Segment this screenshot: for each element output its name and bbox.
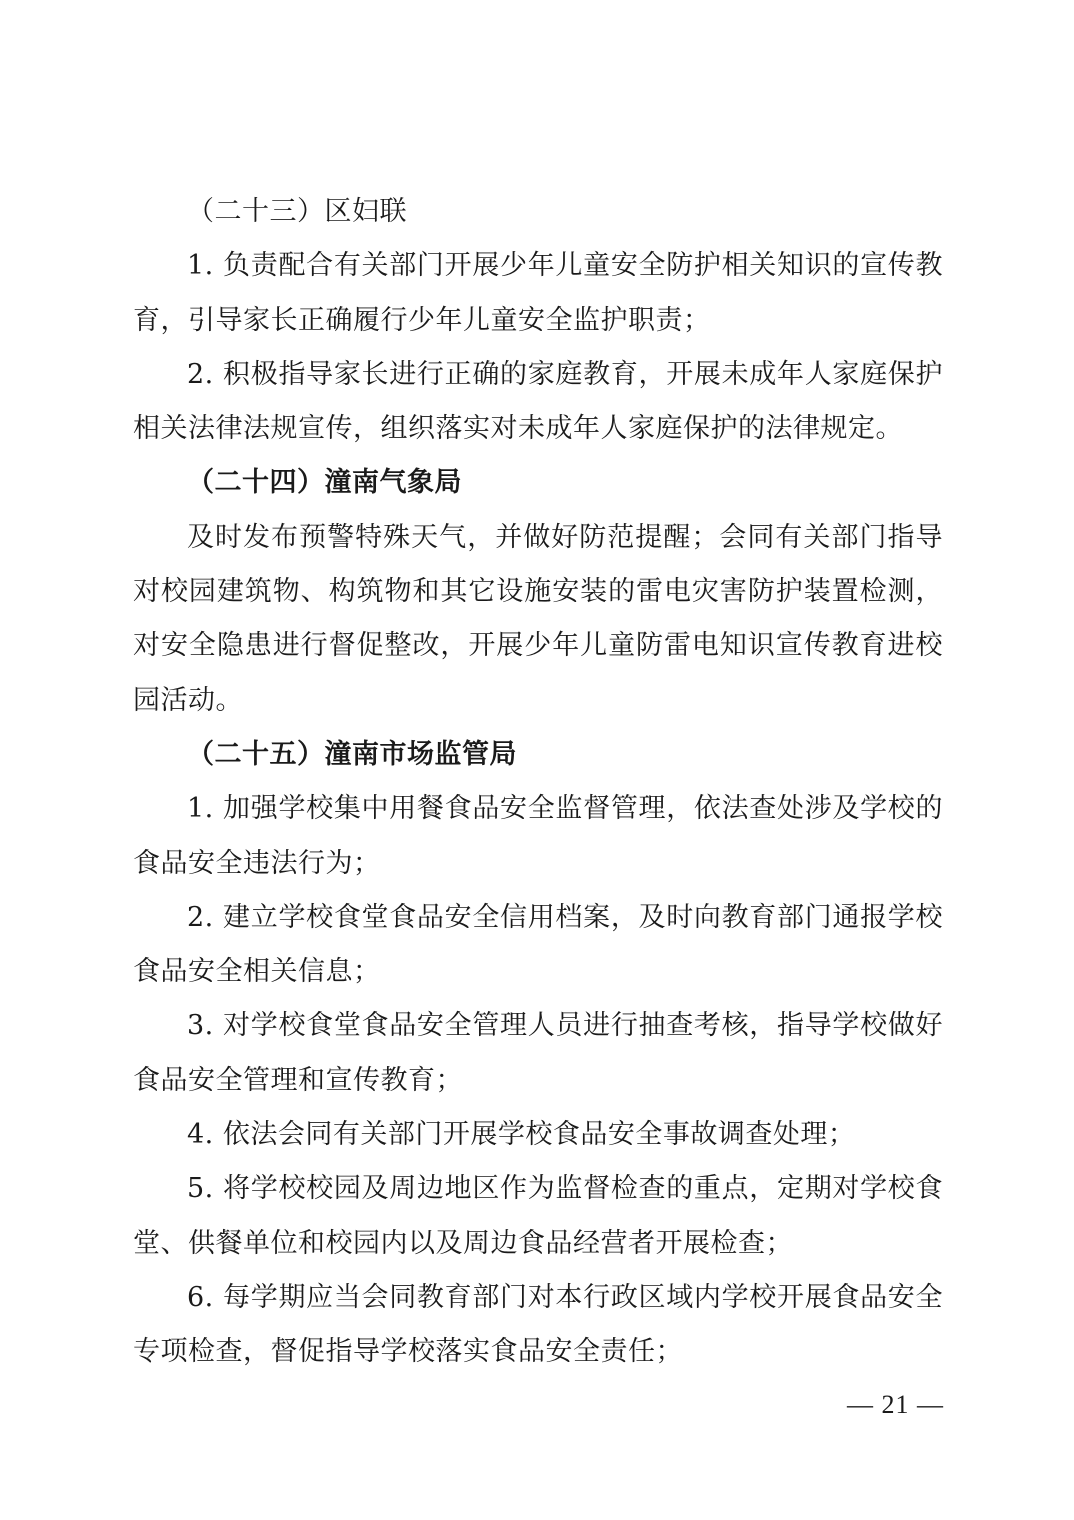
paragraph: 3. 对学校食堂食品安全管理人员进行抽查考核，指导学校做好食品安全管理和宣传教育； xyxy=(133,1010,943,1096)
paragraph: 5. 将学校校园及周边地区作为监督检查的重点，定期对学校食堂、供餐单位和校园内以及周边食品经营者开展检查； xyxy=(133,1173,943,1259)
paragraph: 1. 加强学校集中用餐食品安全监督管理，依法查处涉及学校的食品安全违法行为； xyxy=(133,793,943,879)
section-heading-23: （二十三）区妇联 xyxy=(187,196,407,227)
document-body xyxy=(133,185,943,1380)
paragraph: 6. 每学期应当会同教育部门对本行政区域内学校开展食品安全专项检查，督促指导学校落实食品安全责任； xyxy=(133,1281,943,1368)
paragraph: 4. 依法会同有关部门开展学校食品安全事故调查处理； xyxy=(187,1119,856,1151)
paragraph: 1. 负责配合有关部门开展少年儿童安全防护相关知识的宣传教育，引导家长正确履行少年儿童安全监护职责； xyxy=(133,250,943,336)
paragraph: 2. 积极指导家长进行正确的家庭教育，开展未成年人家庭保护相关法律法规宣传，组织落实对未成年人家庭保护的法律规定。 xyxy=(133,358,943,445)
paragraph: 及时发布预警特殊天气，并做好防范提醒；会同有关部门指导对校园建筑物、构筑物和其它设施安装的雷电灾害防护装置检测，对安全隐患进行督促整改，开展少年儿童防雷电知识宣传教育进校园活动。 xyxy=(133,521,943,716)
page-number: — 21 — xyxy=(847,1390,944,1419)
paragraph: 2. 建立学校食堂食品安全信用档案，及时向教育部门通报学校食品安全相关信息； xyxy=(133,901,943,988)
section-heading-25: （二十五）潼南市场监管局 xyxy=(187,738,517,770)
section-heading-24: （二十四）潼南气象局 xyxy=(187,467,462,499)
